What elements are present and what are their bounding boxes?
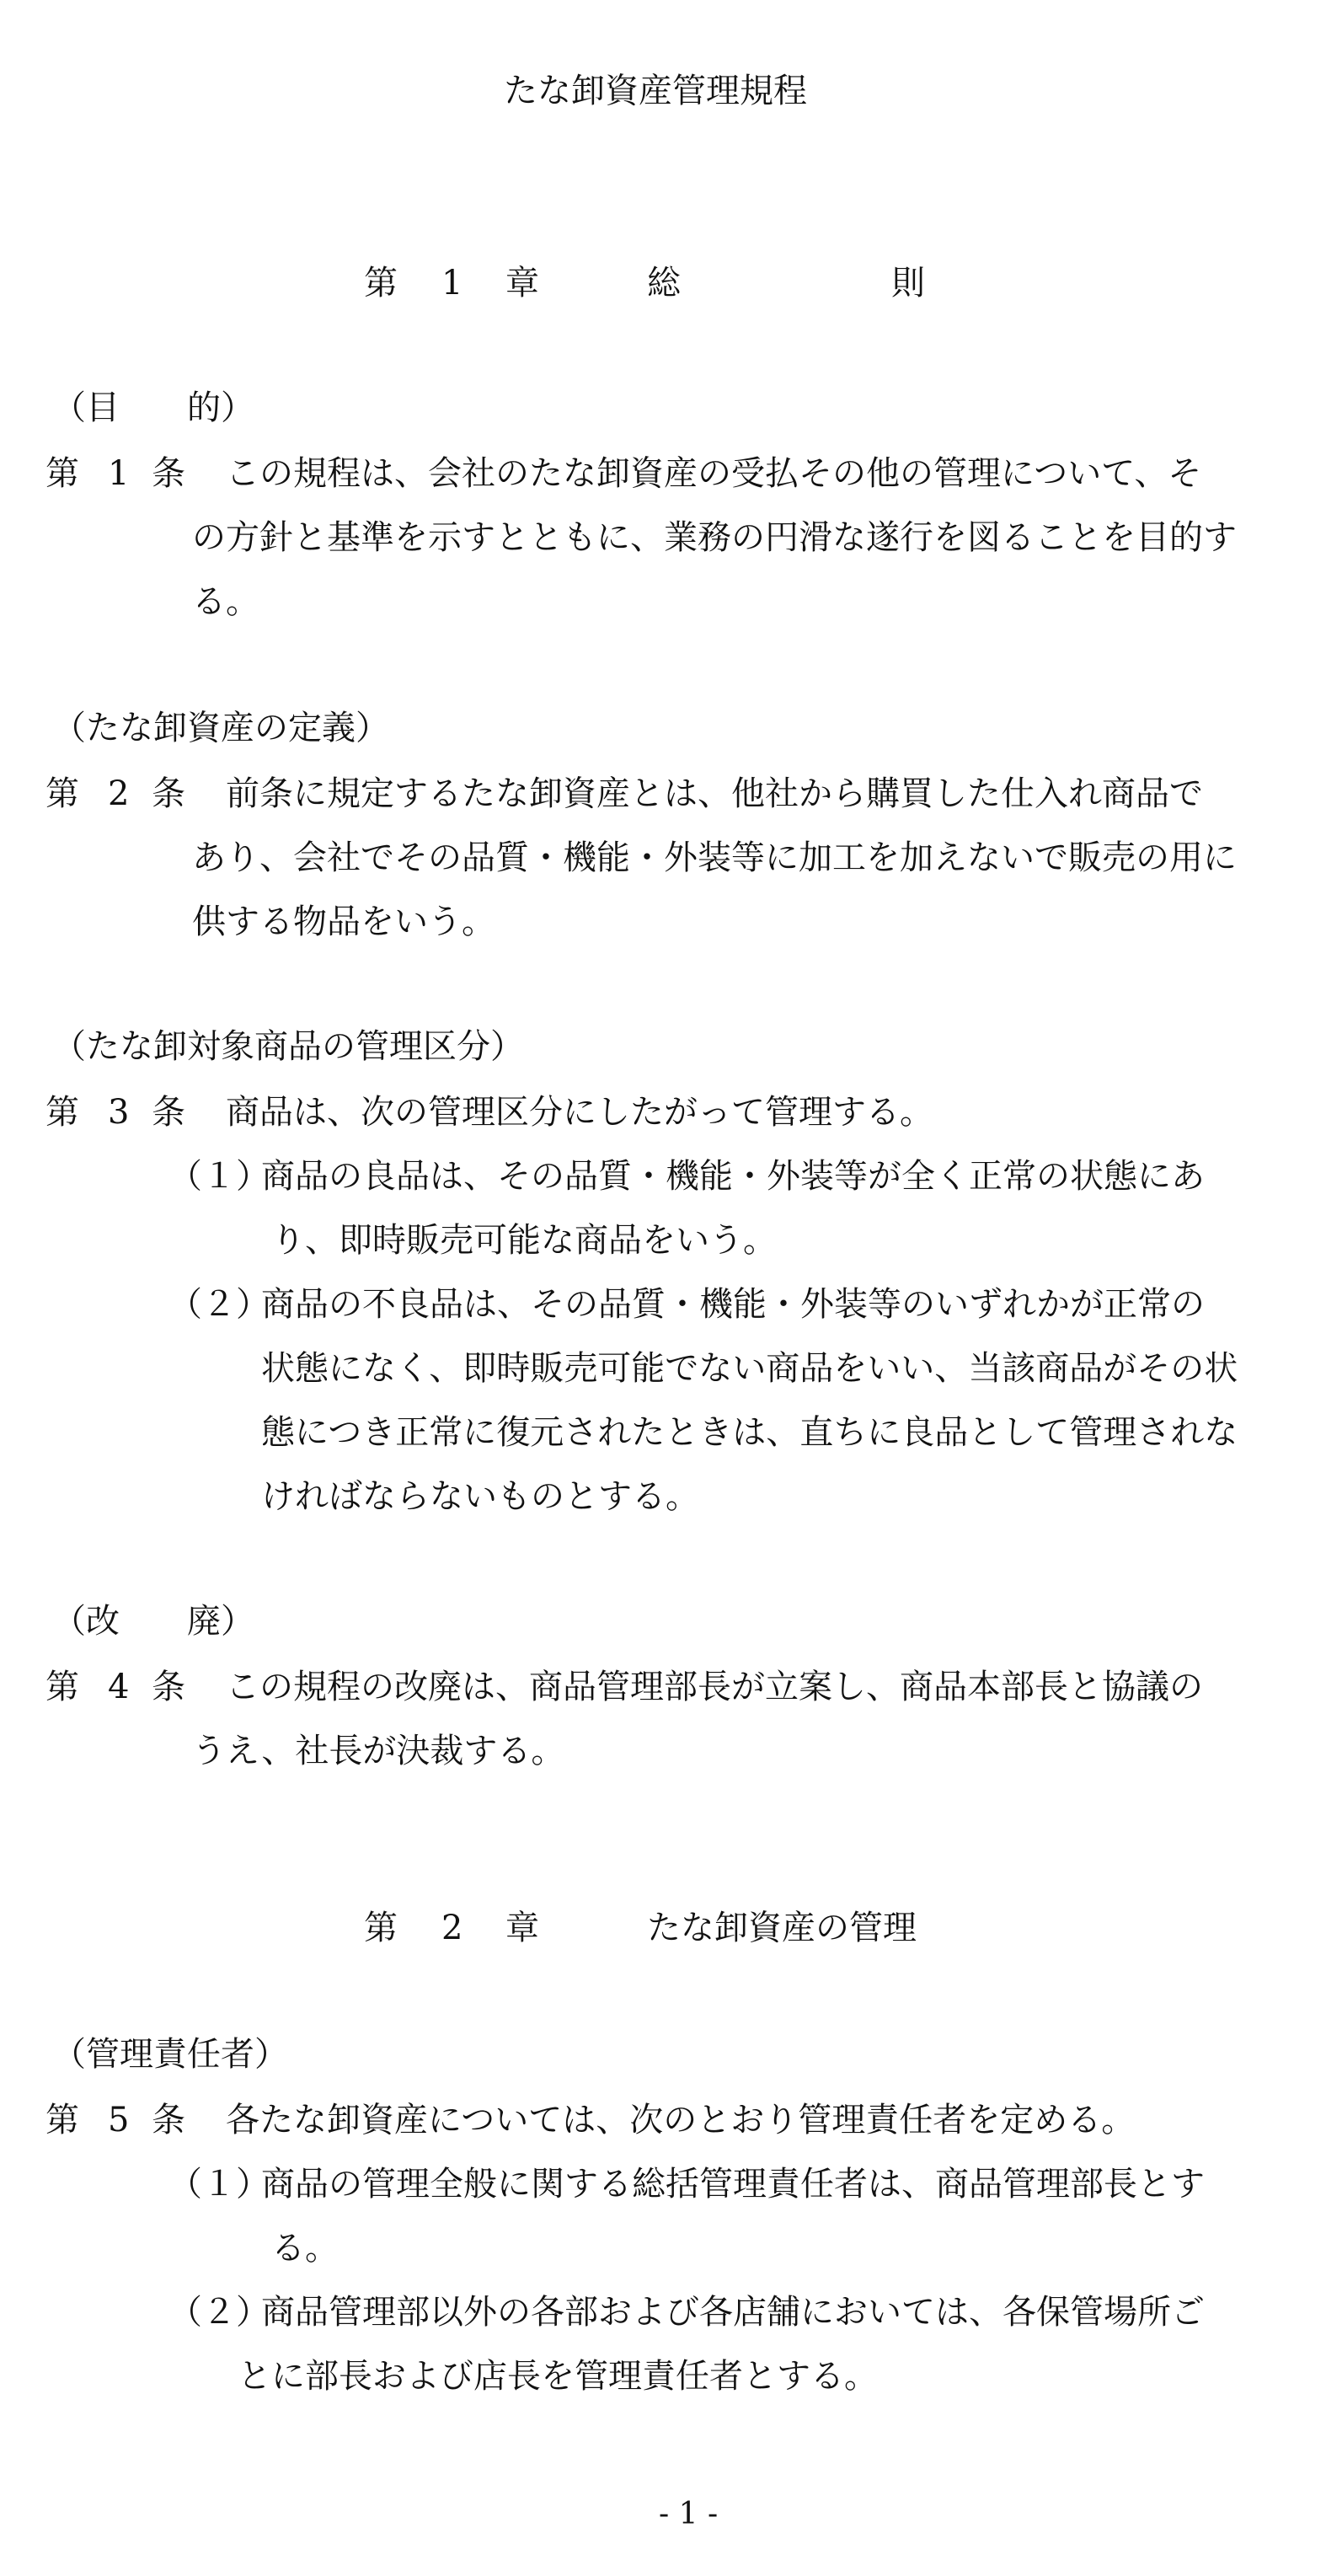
article-dai: 第 bbox=[45, 454, 79, 493]
article-text-line: 供する物品をいう。 bbox=[192, 902, 495, 941]
article-number: 5 bbox=[108, 2101, 130, 2140]
chapter-1-number: 1 bbox=[441, 264, 463, 303]
article-text-line: 各たな卸資産については、次のとおり管理責任者を定める。 bbox=[226, 2101, 1136, 2140]
item-text-line: 商品の良品は、その品質・機能・外装等が全く正常の状態にあ bbox=[261, 1157, 1205, 1196]
article-text-line: 商品は、次の管理区分にしたがって管理する。 bbox=[226, 1093, 933, 1132]
item-text-line: ければならないものとする。 bbox=[261, 1477, 699, 1516]
article-text-line: 前条に規定するたな卸資産とは、他社から購買した仕入れ商品で bbox=[226, 774, 1203, 813]
article-dai: 第 bbox=[45, 1093, 79, 1132]
article-number: 2 bbox=[108, 774, 130, 813]
article-heading: （たな卸資産の定義） bbox=[52, 709, 389, 747]
document-title: たな卸資産管理規程 bbox=[504, 72, 807, 110]
article-dai: 第 bbox=[45, 2101, 79, 2140]
item-text-line: 態につき正常に復元されたときは、直ちに良品として管理されな bbox=[261, 1413, 1238, 1452]
article-text-line: この規程の改廃は、商品管理部長が立案し、商品本部長と協議の bbox=[226, 1668, 1203, 1706]
item-label: （２） bbox=[168, 2293, 270, 2332]
item-text-line: 商品の管理全般に関する総括管理責任者は、商品管理部長とす bbox=[261, 2165, 1205, 2204]
chapter-1-title-part-2: 則 bbox=[891, 264, 925, 303]
article-number: 1 bbox=[108, 454, 130, 493]
article-jo: 条 bbox=[152, 774, 185, 813]
article-text-line: この規程は、会社のたな卸資産の受払その他の管理について、そ bbox=[226, 454, 1202, 493]
article-dai: 第 bbox=[45, 774, 79, 813]
item-text-line: とに部長および店長を管理責任者とする。 bbox=[238, 2357, 878, 2396]
article-heading: （管理責任者） bbox=[52, 2035, 288, 2074]
article-text-line: る。 bbox=[192, 582, 259, 621]
article-jo: 条 bbox=[152, 1668, 185, 1706]
chapter-1-dai: 第 bbox=[364, 264, 398, 303]
item-label: （１） bbox=[168, 2165, 270, 2204]
article-text-line: うえ、社長が決裁する。 bbox=[192, 1732, 565, 1770]
item-label: （２） bbox=[168, 1285, 270, 1324]
page-number: - 1 - bbox=[659, 2497, 719, 2531]
article-text-line: の方針と基準を示すとともに、業務の円滑な遂行を図ることを目的す bbox=[192, 518, 1237, 557]
item-text-line: り、即時販売可能な商品をいう。 bbox=[271, 1221, 777, 1260]
article-number: 4 bbox=[108, 1668, 130, 1706]
article-jo: 条 bbox=[152, 2101, 185, 2140]
item-label: （１） bbox=[168, 1157, 270, 1196]
item-text-line: 商品の不良品は、その品質・機能・外装等のいずれかが正常の bbox=[261, 1285, 1205, 1324]
article-jo: 条 bbox=[152, 454, 185, 493]
chapter-1-title-part-1: 総 bbox=[647, 264, 681, 303]
article-number: 3 bbox=[108, 1093, 130, 1132]
item-text-line: 商品管理部以外の各部および各店舗においては、各保管場所ご bbox=[261, 2293, 1205, 2332]
article-jo: 条 bbox=[152, 1093, 185, 1132]
item-text-line: る。 bbox=[271, 2229, 339, 2268]
article-dai: 第 bbox=[45, 1668, 79, 1706]
item-text-line: 状態になく、即時販売可能でない商品をいい、当該商品がその状 bbox=[261, 1349, 1238, 1388]
chapter-2-number: 2 bbox=[441, 1909, 463, 1947]
chapter-2-dai: 第 bbox=[364, 1909, 398, 1947]
chapter-2-sho: 章 bbox=[505, 1909, 539, 1947]
article-heading: （目 的） bbox=[52, 388, 254, 427]
chapter-1-sho: 章 bbox=[505, 264, 539, 303]
article-heading: （たな卸対象商品の管理区分） bbox=[52, 1027, 524, 1066]
article-text-line: あり、会社でその品質・機能・外装等に加工を加えないで販売の用に bbox=[192, 838, 1237, 877]
chapter-2-title: たな卸資産の管理 bbox=[647, 1909, 917, 1947]
article-heading: （改 廃） bbox=[52, 1602, 254, 1641]
